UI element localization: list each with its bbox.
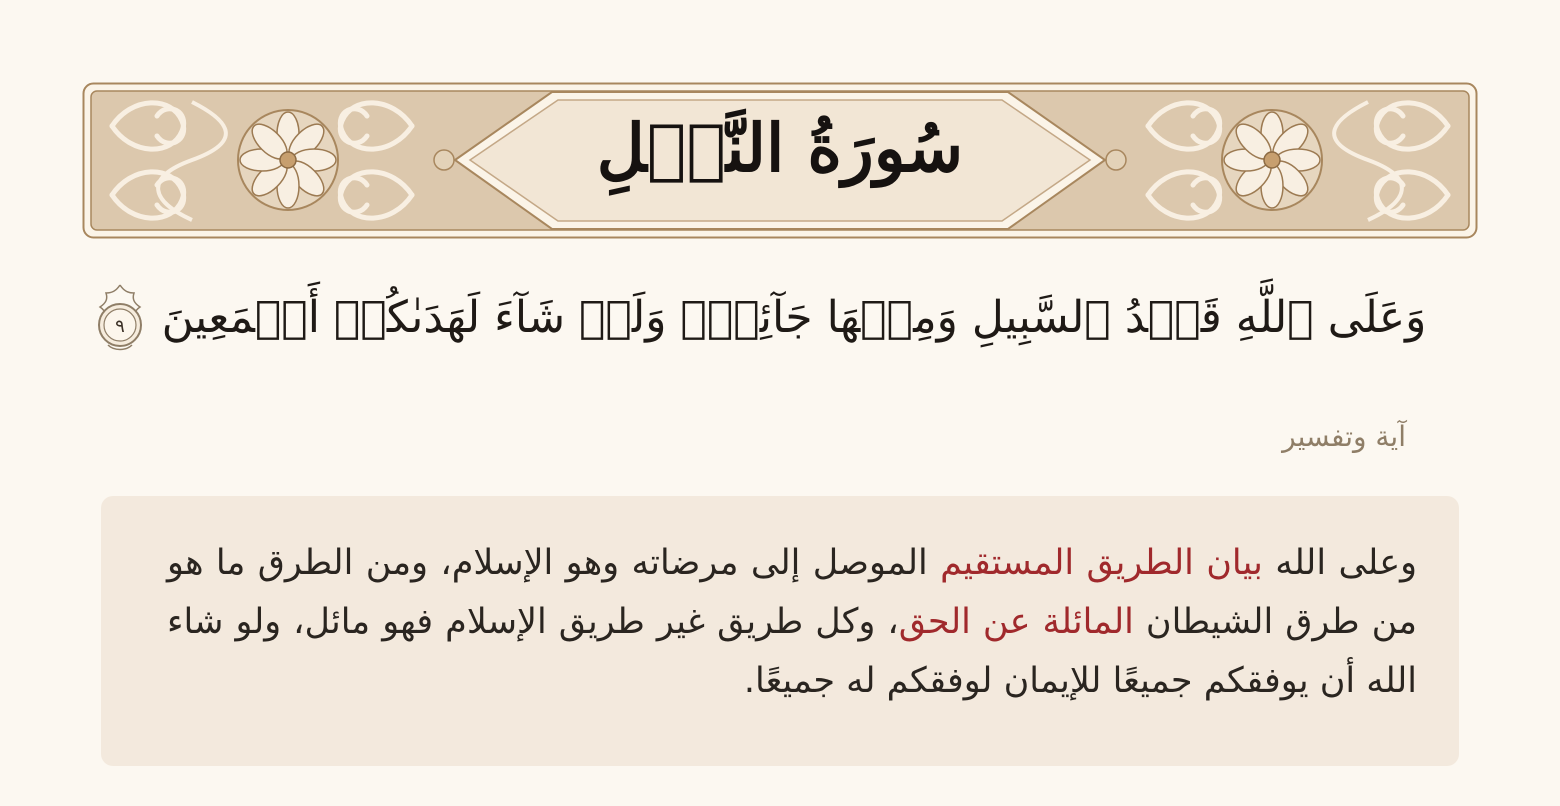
tafsir-box [101, 496, 1459, 766]
verse-text: وَعَلَى ٱللَّهِ قَصۡدُ ٱلسَّبِيلِ وَمِنۡهَا جَآئِرٞۚ وَلَوۡ شَآءَ لَهَدَىٰكُمۡ أَجۡمَعِينَ [161, 292, 1427, 344]
verse-line [114, 268, 1427, 368]
surah-header-banner [82, 82, 1478, 239]
ayah-number-marker-icon [94, 281, 146, 355]
tafsir-text [167, 534, 1417, 711]
section-label: آية وتفسير [1282, 420, 1406, 453]
tafsir-highlight: المائلة عن الحق [898, 602, 1134, 642]
tafsir-part: ، وكل طريق غير طريق الإسلام فهو مائل، ولو شاء الله أن يوفقكم جميعًا للإيمان لوفقكم له جميعًا. [167, 602, 1417, 701]
tafsir-part: وعلى الله [1262, 543, 1417, 583]
surah-title: سُورَةُ النَّحۡلِ [596, 109, 964, 187]
ayah-number: ٩ [114, 316, 125, 337]
tafsir-part: الموصل إلى مرضاته وهو الإسلام، ومن الطرق ما هو من طرق الشيطان [167, 543, 1417, 642]
tafsir-highlight: بيان الطريق المستقيم [940, 543, 1263, 583]
